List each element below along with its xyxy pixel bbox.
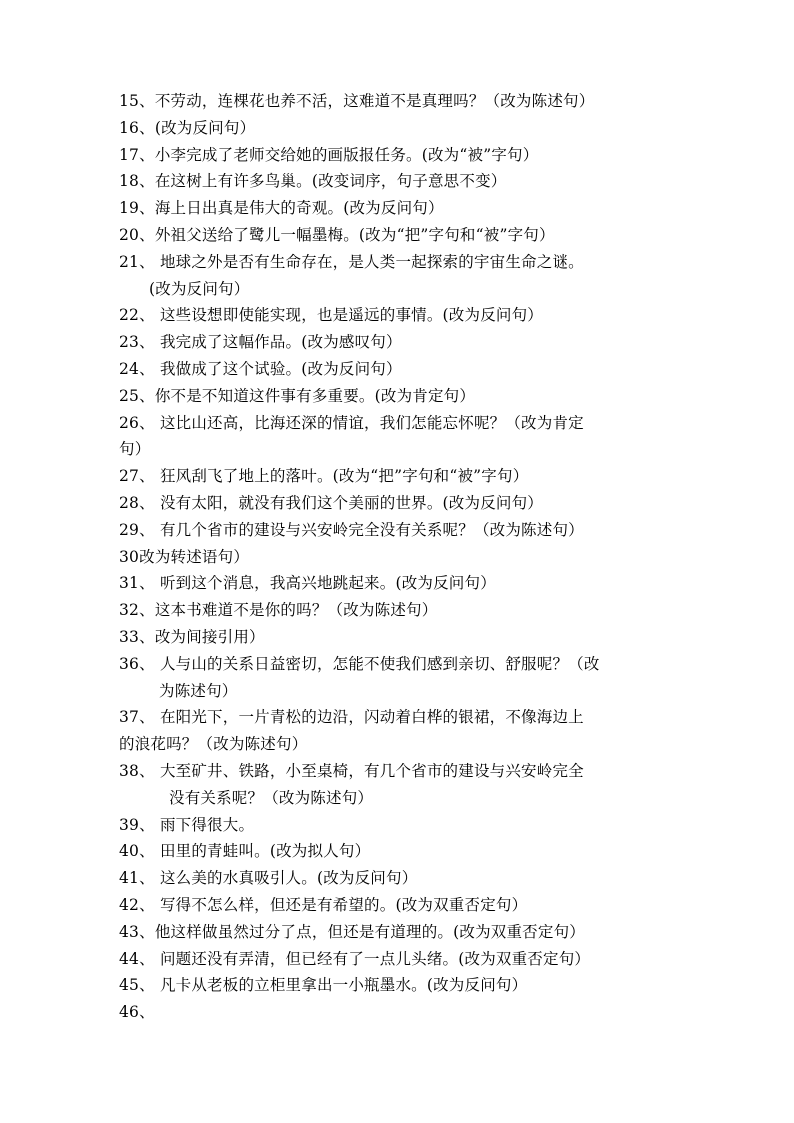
exercise-line-20: 20、外祖父送给了鹭儿一幅墨梅。(改为“把”字句和“被”字句） (119, 225, 555, 244)
exercise-line-33: 33、改为间接引用） (119, 627, 265, 646)
exercise-line-41: 41、 这么美的水真吸引人。(改为反问句） (119, 869, 418, 888)
exercise-line-30: 30改为转述语句） (119, 547, 250, 566)
exercise-line-15: 15、不劳动，连棵花也养不活，这难道不是真理吗？（改为陈述句） (119, 92, 595, 110)
exercise-line-36-continued: 为陈述句） (159, 681, 238, 700)
exercise-line-22: 22、 这些设想即使能实现，也是遥远的事情。(改为反问句） (119, 306, 543, 325)
exercise-line-26: 26、 这比山还高，比海还深的情谊，我们怎能忘怀呢？（改为肯定 (119, 413, 584, 432)
exercise-line-28: 28、 没有太阳，就没有我们这个美丽的世界。(改为反问句） (119, 493, 543, 512)
exercise-line-21-continued: (改为反问句） (149, 279, 250, 298)
exercise-line-39: 39、 雨下得很大。 (119, 815, 255, 834)
exercise-line-36: 36、 人与山的关系日益密切，怎能不使我们感到亲切、舒服呢？（改 (119, 654, 600, 673)
exercise-line-37-continued: 的浪花吗？（改为陈述句） (119, 735, 308, 754)
exercise-line-26-continued: 句） (119, 440, 151, 459)
exercise-line-32: 32、这本书难道不是你的吗？（改为陈述句） (119, 601, 438, 620)
exercise-line-19: 19、海上日出真是伟大的奇观。(改为反问句） (119, 199, 444, 218)
exercise-line-18: 18、在这树上有许多鸟巢。(改变词序，句子意思不变） (119, 172, 507, 191)
exercise-line-17: 17、小李完成了老师交给她的画版报任务。(改为“被”字句） (119, 145, 539, 164)
exercise-line-27: 27、 狂风刮飞了地上的落叶。(改为“把”字句和“被”字句） (119, 467, 529, 486)
exercise-line-24: 24、 我做成了这个试验。(改为反问句） (119, 359, 402, 378)
exercise-line-44: 44、 问题还没有弄清，但已经有了一点儿头绪。(改为双重否定句） (119, 949, 591, 968)
exercise-line-23: 23、 我完成了这幅作品。(改为感叹句） (119, 333, 402, 352)
exercise-line-16: 16、(改为反问句） (119, 118, 256, 137)
exercise-line-25: 25、你不是不知道这件事有多重要。(改为肯定句） (119, 386, 476, 405)
exercise-list (119, 88, 689, 1026)
exercise-line-46: 46、 (119, 1003, 155, 1022)
exercise-line-40: 40、 田里的青蛙叫。(改为拟人句） (119, 842, 371, 861)
exercise-line-37: 37、 在阳光下，一片青松的边沿，闪动着白桦的银裙，不像海边上 (119, 708, 584, 727)
exercise-line-38: 38、 大至矿井、铁路，小至桌椅，有几个省市的建设与兴安岭完全 (119, 761, 584, 780)
exercise-line-43: 43、他这样做虽然过分了点，但还是有道理的。(改为双重否定句） (119, 922, 585, 941)
exercise-line-42: 42、 写得不怎么样，但还是有希望的。(改为双重否定句） (119, 895, 528, 914)
exercise-line-38-continued: 没有关系呢？（改为陈述句） (169, 788, 374, 807)
exercise-line-21: 21、 地球之外是否有生命存在，是人类一起探索的宇宙生命之谜。 (119, 252, 584, 271)
exercise-line-29: 29、 有几个省市的建设与兴安岭完全没有关系呢？（改为陈述句） (119, 520, 584, 539)
exercise-line-45: 45、 凡卡从老板的立柜里拿出一小瓶墨水。(改为反问句） (119, 976, 528, 995)
exercise-line-31: 31、 听到这个消息，我高兴地跳起来。(改为反问句） (119, 574, 496, 593)
